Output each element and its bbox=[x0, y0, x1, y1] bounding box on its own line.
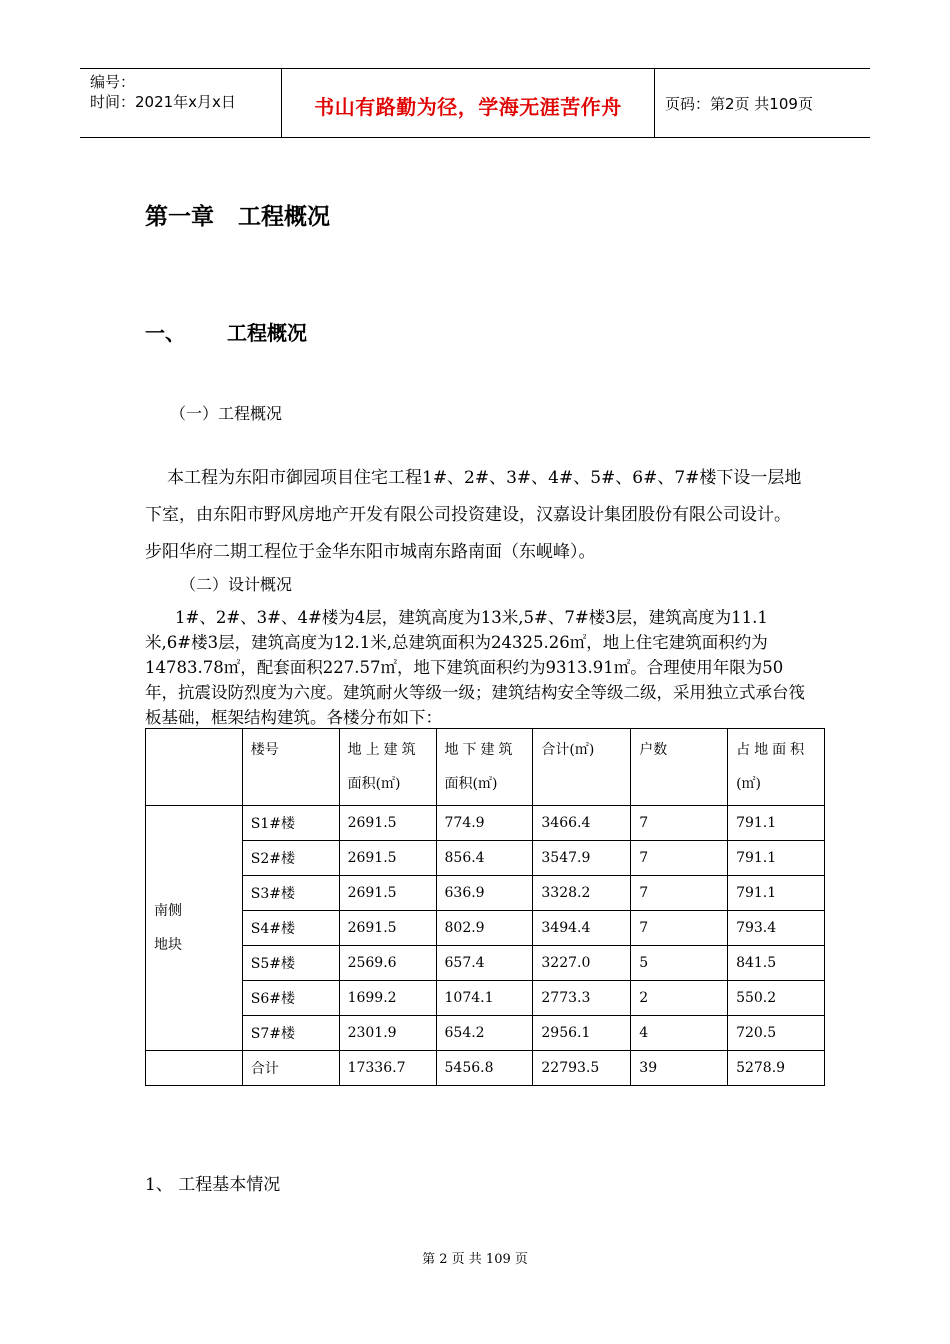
table-cell: 2956.1 bbox=[533, 1016, 631, 1051]
table-row bbox=[146, 806, 825, 841]
header-meta bbox=[90, 72, 280, 112]
chapter-number: 第一章 bbox=[145, 204, 214, 230]
subsection-heading-basic-info: 1、 工程基本情况 bbox=[145, 1175, 281, 1195]
table-cell: 841.5 bbox=[728, 946, 825, 981]
table-cell: 1074.1 bbox=[436, 981, 533, 1016]
table-cell: 7 bbox=[631, 841, 728, 876]
table-cell: S2#楼 bbox=[242, 841, 339, 876]
table-row bbox=[146, 876, 825, 911]
table-cell: 2691.5 bbox=[339, 806, 436, 841]
table-cell: 774.9 bbox=[436, 806, 533, 841]
table-cell: S1#楼 bbox=[242, 806, 339, 841]
table-cell: S3#楼 bbox=[242, 876, 339, 911]
header-divider bbox=[654, 69, 655, 137]
header-above-ground-area: 地上建筑 面积(㎡) bbox=[339, 729, 436, 806]
chapter-text: 工程概况 bbox=[238, 204, 330, 230]
section-number: 一、 bbox=[145, 321, 185, 345]
table-cell: 802.9 bbox=[436, 911, 533, 946]
section-title bbox=[145, 317, 307, 346]
table-cell: S6#楼 bbox=[242, 981, 339, 1016]
paragraph-project-overview: 本工程为东阳市御园项目住宅工程1#、2#、3#、4#、5#、6#、7#楼下设一层地下室，由东阳市野风房地产开发有限公司投资建设，汉嘉设计集团股份有限公司设计。步阳华府二期工程位于金华东阳市城南东路南面（东岘峰）。 bbox=[145, 468, 802, 562]
table-cell: 720.5 bbox=[728, 1016, 825, 1051]
section-text: 工程概况 bbox=[227, 321, 307, 345]
table-row bbox=[146, 1016, 825, 1051]
table-cell: S4#楼 bbox=[242, 911, 339, 946]
table-cell: 17336.7 bbox=[339, 1051, 436, 1086]
document-number-label: 编号： bbox=[90, 73, 136, 91]
table-cell: 636.9 bbox=[436, 876, 533, 911]
table-cell: 2 bbox=[631, 981, 728, 1016]
table-cell: 3227.0 bbox=[533, 946, 631, 981]
header-below-ground-area: 地下建筑 面积(㎡) bbox=[436, 729, 533, 806]
header-motto: 书山有路勤为径，学海无涯苦作舟 bbox=[314, 95, 622, 119]
subsection-heading-overview: （一）工程概况 bbox=[170, 404, 283, 423]
table-cell: 2691.5 bbox=[339, 876, 436, 911]
table-row bbox=[146, 981, 825, 1016]
table-cell: 4 bbox=[631, 1016, 728, 1051]
header-page-info: 页码：第2页 共109页 bbox=[665, 95, 813, 113]
table-cell: 7 bbox=[631, 876, 728, 911]
group-label-line: 南侧 bbox=[154, 903, 182, 919]
table-cell: 654.2 bbox=[436, 1016, 533, 1051]
document-date-label: 时间：2021年x月x日 bbox=[90, 93, 236, 111]
page-header bbox=[80, 68, 870, 138]
table-row bbox=[146, 1051, 825, 1086]
table-cell: 2691.5 bbox=[339, 841, 436, 876]
table-blank-cell bbox=[146, 1051, 243, 1086]
table-cell: 3494.4 bbox=[533, 911, 631, 946]
table-cell: 657.4 bbox=[436, 946, 533, 981]
table-cell: 7 bbox=[631, 911, 728, 946]
group-label-cell bbox=[146, 806, 243, 1051]
header-households: 户数 bbox=[631, 729, 728, 806]
table-header-blank bbox=[146, 729, 243, 806]
table-cell: 2691.5 bbox=[339, 911, 436, 946]
table-cell: 791.1 bbox=[728, 806, 825, 841]
table-cell: 791.1 bbox=[728, 841, 825, 876]
table-cell: 1699.2 bbox=[339, 981, 436, 1016]
table-cell: 793.4 bbox=[728, 911, 825, 946]
table-cell: 39 bbox=[631, 1051, 728, 1086]
table-row bbox=[146, 841, 825, 876]
table-cell: 3466.4 bbox=[533, 806, 631, 841]
table-cell: 合计 bbox=[242, 1051, 339, 1086]
table-cell: 5 bbox=[631, 946, 728, 981]
table-cell: 856.4 bbox=[436, 841, 533, 876]
header-total-area: 合计(㎡) bbox=[533, 729, 631, 806]
table-cell: 7 bbox=[631, 806, 728, 841]
table-cell: S5#楼 bbox=[242, 946, 339, 981]
page-footer: 第 2 页 共 109 页 bbox=[422, 1252, 528, 1267]
table-cell: 22793.5 bbox=[533, 1051, 631, 1086]
building-area-table bbox=[145, 728, 825, 1086]
table-cell: 550.2 bbox=[728, 981, 825, 1016]
table-cell: 3547.9 bbox=[533, 841, 631, 876]
table-cell: 3328.2 bbox=[533, 876, 631, 911]
table-row bbox=[146, 946, 825, 981]
header-building: 楼号 bbox=[242, 729, 339, 806]
paragraph-design-overview: 1#、2#、3#、4#楼为4层，建筑高度为13米,5#、7#楼3层，建筑高度为11.1米,6#楼3层，建筑高度为12.1米,总建筑面积为24325.26㎡，地上住宅建筑面积约为14783.78㎡，配套面积227.57㎡，地下建筑面积约为9313.91㎡。合理使用年限为50年，抗震设防烈度为六度。建筑耐火等级一级；建筑结构安全等级二级，采用独立式承台筏板基础，框架结构建筑。各楼分布如下： bbox=[145, 608, 805, 727]
table-cell: 2301.9 bbox=[339, 1016, 436, 1051]
table-cell: S7#楼 bbox=[242, 1016, 339, 1051]
table-cell: 5456.8 bbox=[436, 1051, 533, 1086]
group-label-line: 地块 bbox=[154, 937, 182, 953]
table-cell: 2569.6 bbox=[339, 946, 436, 981]
chapter-title bbox=[145, 198, 330, 231]
header-land-area: 占地面积 (㎡) bbox=[728, 729, 825, 806]
table-row bbox=[146, 911, 825, 946]
table-cell: 2773.3 bbox=[533, 981, 631, 1016]
table-cell: 5278.9 bbox=[728, 1051, 825, 1086]
subsection-heading-design: （二）设计概况 bbox=[180, 575, 293, 594]
table-cell: 791.1 bbox=[728, 876, 825, 911]
table-header-row bbox=[146, 729, 825, 806]
